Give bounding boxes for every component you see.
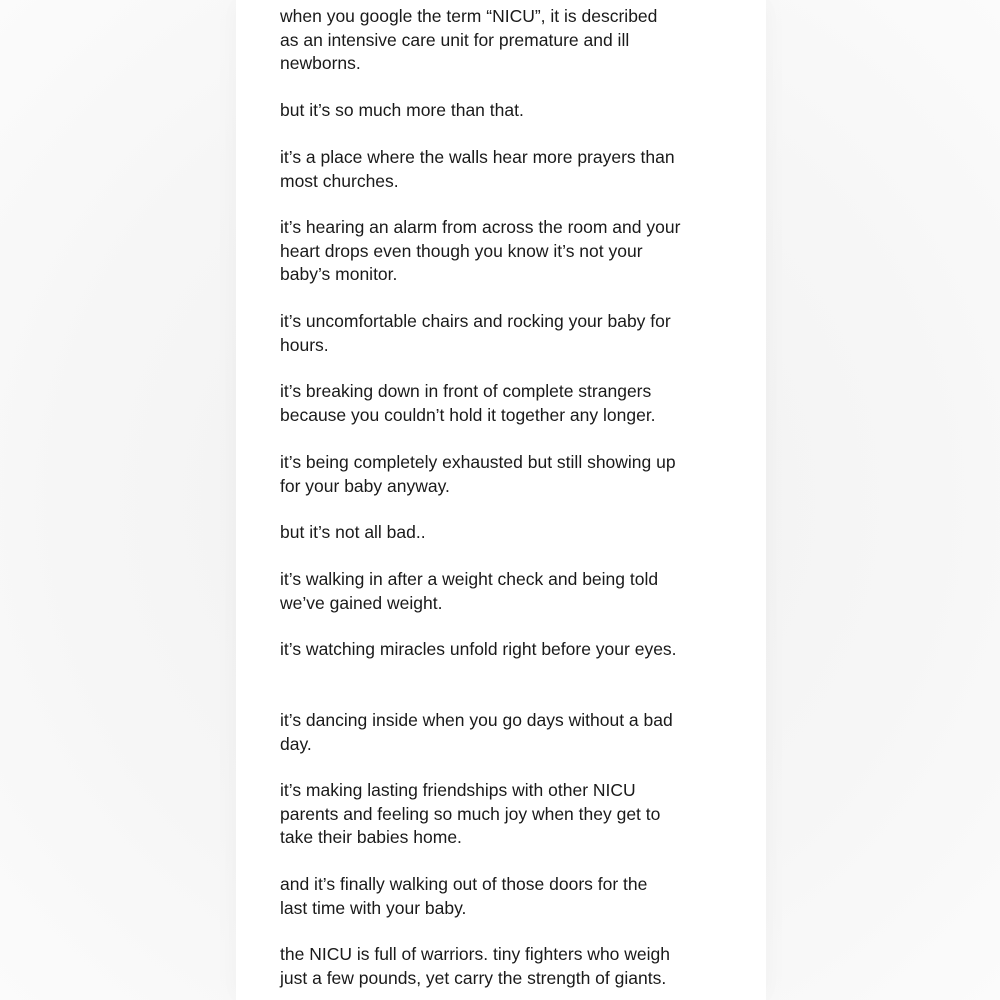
paragraph-friendships: it’s making lasting friendships with other NICU parents and feeling so much joy when they get to take their babies home. xyxy=(280,780,661,847)
paragraph-not-all-bad: but it’s not all bad.. xyxy=(280,522,426,542)
paragraph-walking-out: and it’s finally walking out of those doors for the last time with your baby. xyxy=(280,874,648,918)
paragraph-more-than-that: but it’s so much more than that. xyxy=(280,100,524,120)
paragraph-breaking-down: it’s breaking down in front of complete strangers because you couldn’t hold it together any longer. xyxy=(280,381,656,425)
paragraph-nicu-definition: when you google the term “NICU”, it is described as an intensive care unit for premature and ill newborns. xyxy=(280,6,658,73)
paragraph-prayers: it’s a place where the walls hear more prayers than most churches. xyxy=(280,147,675,191)
paragraph-warriors: the NICU is full of warriors. tiny fighters who weigh just a few pounds, yet carry the strength of giants. xyxy=(280,944,670,988)
paragraph-dancing: it’s dancing inside when you go days without a bad day. xyxy=(280,710,673,754)
paragraph-weight-check: it’s walking in after a weight check and being told we’ve gained weight. xyxy=(280,569,659,613)
paragraph-miracles: it’s watching miracles unfold right before your eyes. xyxy=(280,639,677,659)
paragraph-alarm: it’s hearing an alarm from across the room and your heart drops even though you know it’s not your baby’s monitor. xyxy=(280,217,681,284)
paragraph-exhausted: it’s being completely exhausted but still showing up for your baby anyway. xyxy=(280,452,676,496)
paragraph-chairs: it’s uncomfortable chairs and rocking your baby for hours. xyxy=(280,311,671,355)
